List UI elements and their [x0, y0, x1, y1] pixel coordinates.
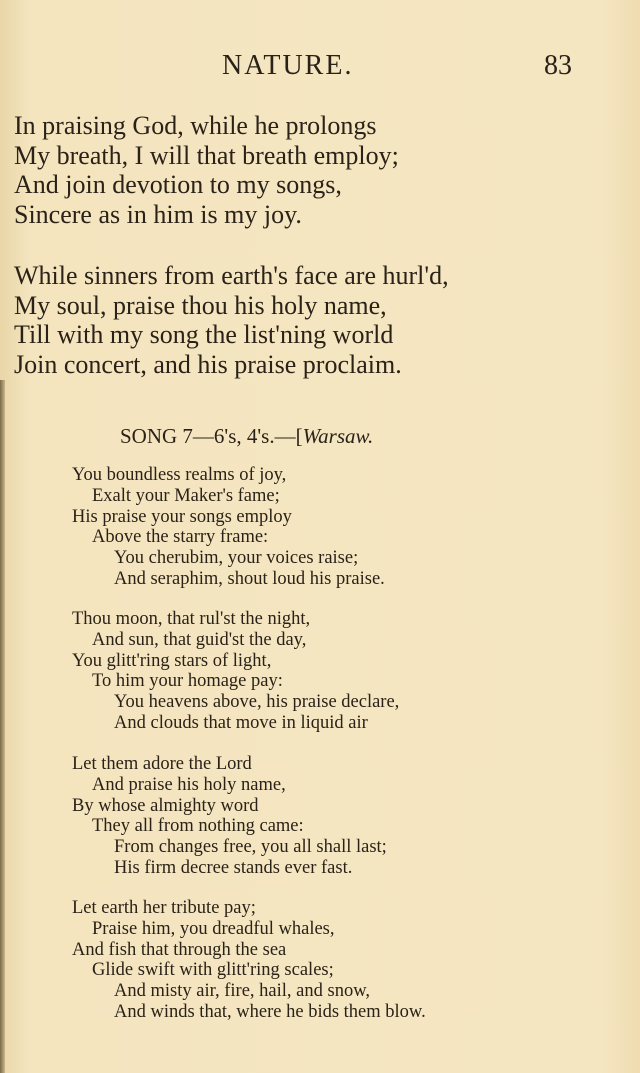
verse-line: By whose almighty word [72, 795, 259, 816]
verse-line: Thou moon, that rul'st the night, [72, 609, 311, 629]
verse-line: You heavens above, his praise declare, [114, 692, 400, 713]
stanza [72, 754, 387, 879]
verse-line: And fish that through the sea [72, 939, 287, 960]
verse-line: His firm decree stands ever fast. [114, 857, 353, 878]
verse-line: They all from nothing came: [92, 816, 304, 837]
verse-line: Praise him, you dreadful whales, [92, 918, 335, 939]
verse-line: My breath, I will that breath employ; [14, 140, 399, 170]
running-title: NATURE. [222, 50, 354, 81]
verse-line: Let earth her tribute pay; [72, 898, 256, 918]
verse-line: And sun, that guid'st the day, [92, 629, 307, 650]
verse-line: You cherubim, your voices raise; [114, 548, 359, 569]
tune-name: Warsaw. [302, 424, 374, 448]
verse-line: You boundless realms of joy, [72, 465, 287, 485]
verse-line: And praise his holy name, [92, 774, 286, 795]
page-number: 83 [544, 50, 572, 81]
verse-line: You glitt'ring stars of light, [72, 650, 272, 671]
verse-line: Let them adore the Lord [72, 754, 252, 774]
stanza [72, 609, 399, 734]
stanza [72, 898, 426, 1023]
verse-line: And misty air, fire, hail, and snow, [114, 981, 370, 1002]
verse-line: While sinners from earth's face are hurl'd, [14, 261, 449, 290]
verse-line: And clouds that move in liquid air [114, 712, 368, 733]
verse-line: And join devotion to my songs, [14, 170, 342, 199]
verse-line: In praising God, while he prolongs [14, 111, 377, 140]
page-edge [0, 380, 5, 1073]
verse-line: My soul, praise thou his holy name, [14, 290, 387, 320]
verse-line: Above the starry frame: [92, 527, 269, 548]
verse-line: Exalt your Maker's fame; [92, 485, 280, 506]
song-heading [120, 424, 373, 449]
verse-line: Till with my song the list'ning world [14, 320, 394, 349]
verse-line: Sincere as in him is my joy. [14, 199, 302, 229]
stanza [72, 465, 385, 590]
verse-line: From changes free, you all shall last; [114, 837, 387, 858]
verse-line: To him your homage pay: [92, 671, 283, 692]
verse-line: Join concert, and his praise proclaim. [14, 349, 402, 379]
stanza [14, 111, 399, 229]
song-number: SONG 7—6's, 4's.—[ [120, 424, 303, 448]
verse-line: Glide swift with glitt'ring scales; [92, 960, 334, 981]
verse-line: And seraphim, shout loud his praise. [114, 568, 385, 589]
verse-line: His praise your songs employ [72, 506, 292, 527]
running-head [0, 50, 640, 84]
stanza [14, 261, 449, 379]
verse-line: And winds that, where he bids them blow. [114, 1001, 426, 1022]
